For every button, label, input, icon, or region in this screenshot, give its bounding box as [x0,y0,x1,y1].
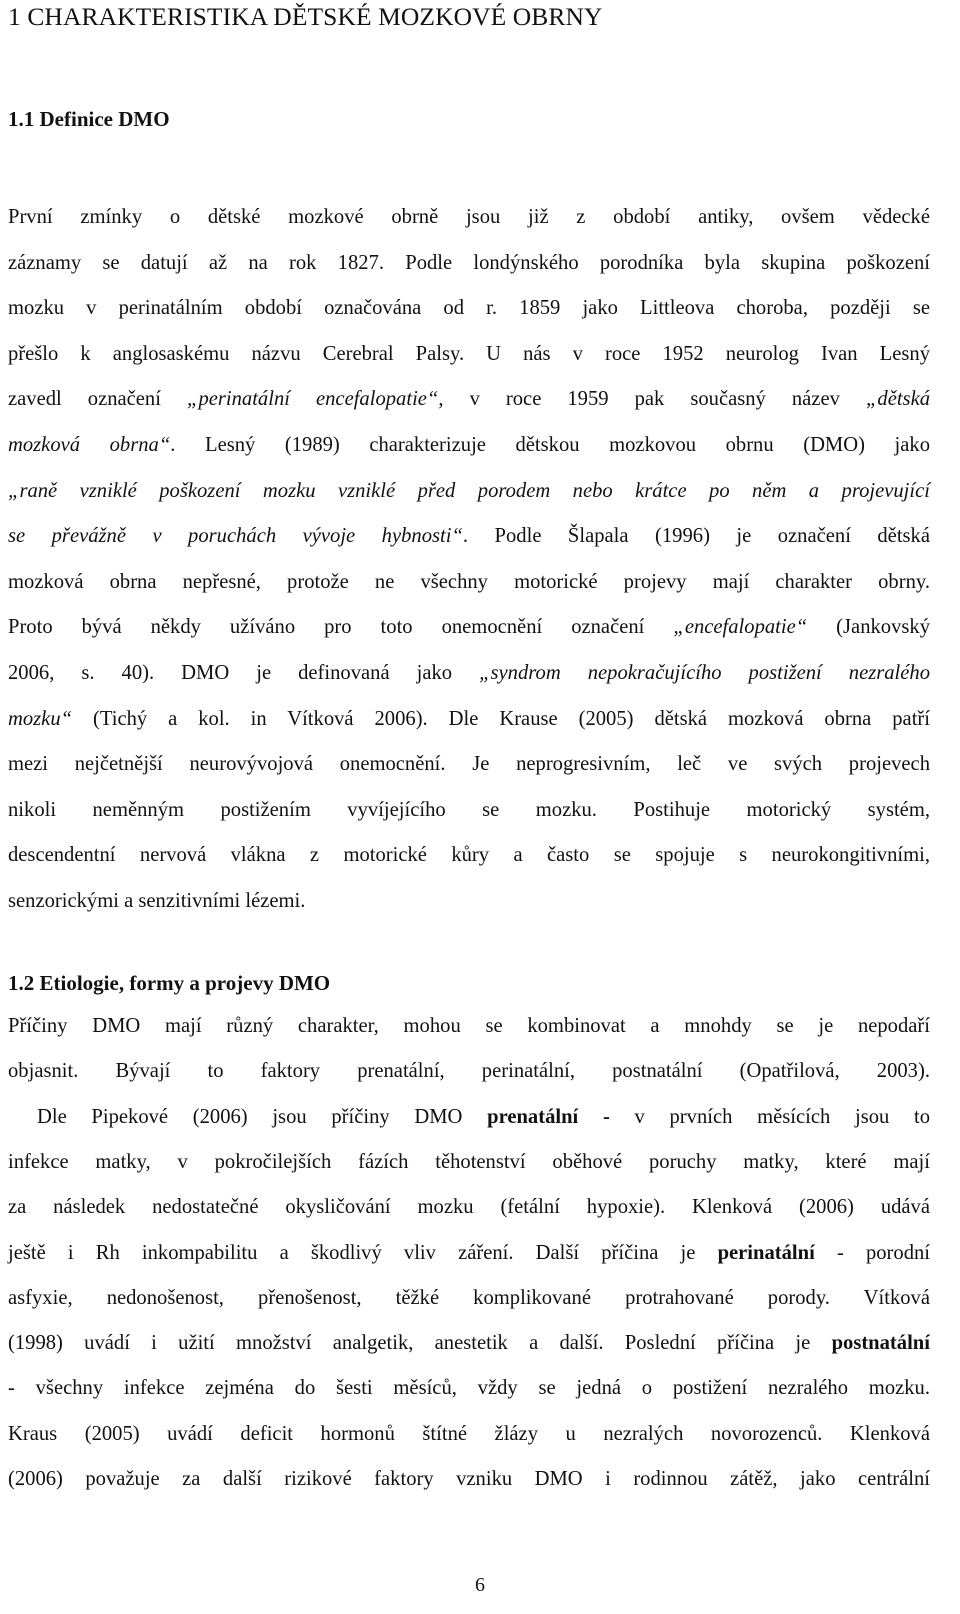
text-span: Příčiny DMO mají různý charakter, mohou se kombinovat a mnohdy se je nepodaří [8,1015,930,1037]
text-span: Proto bývá někdy užíváno pro toto onemocnění označení [8,616,674,639]
italic-quote: „encefalopatie“ [673,616,808,639]
text-span: První zmínky o dětské mozkové obrně jsou již z období antiky, ovšem vědecké [8,206,930,228]
text-span: , v roce 1959 pak současný název [438,388,866,411]
text-line [8,612,930,642]
text-line [8,1373,930,1403]
text-line [8,658,930,688]
text-span: mozku v perinatálním období označována od r. 1859 jako Littleova choroba, později se [8,297,930,320]
text-span: senzorickými a senzitivními lézemi. [8,890,306,912]
text-span: - porodní [814,1241,931,1264]
text-span: (Tichý a kol. in Vítková 2006). Dle Krause (2005) dětská mozková obrna patří [72,707,930,730]
text-line [8,704,930,734]
text-span: objasnit. Bývají to faktory prenatální, perinatální, postnatální (Opatřilová, 2003). [8,1060,930,1083]
text-line [8,1011,930,1041]
text-line [8,840,930,870]
italic-quote: se převážně v poruchách vývoje hybnosti“ [8,525,463,548]
text-span: . Podle Šlapala (1996) je označení dětská [462,525,930,548]
text-line [8,339,930,369]
text-line [8,293,930,323]
italic-quote: mozku“ [8,707,73,730]
text-line [8,521,930,551]
text-span: Dle Pipekové (2006) jsou příčiny DMO [37,1105,488,1128]
text-line [8,384,930,414]
text-line [8,1192,930,1222]
text-span: za následek nedostatečné okysličování mozku (fetální hypoxie). Klenková (2006) udává [8,1196,930,1219]
text-span: mozková obrna nepřesné, protože ne všechny motorické projevy mají charakter obrny. [8,570,930,593]
italic-quote: „perinatální encefalopatie“ [186,388,439,411]
text-span: asfyxie, nedonošenost, přenošenost, těžké komplikované protrahované porody. Vítková [8,1286,930,1309]
text-line [8,886,930,916]
text-span: (2006) považuje za další rizikové faktory vzniku DMO i rodinnou zátěž, jako centrální [8,1468,930,1490]
text-span: v prvních měsících jsou to [609,1105,930,1128]
section-heading-definice: 1.1 Definice DMO [8,107,170,131]
chapter-title: 1 CHARAKTERISTIKA DĚTSKÉ MOZKOVÉ OBRNY [8,2,603,31]
text-line [8,1056,930,1086]
text-line [8,1283,930,1313]
text-span: (1998) uvádí i užití množství analgetik, anestetik a další. Poslední příčina je [8,1332,832,1355]
text-line [8,202,930,232]
text-line [8,248,930,278]
text-line [8,795,930,825]
bold-text: perinatální [717,1241,815,1264]
italic-quote: „raně vzniklé poškození mozku vzniklé před porodem nebo krátce po něm a projevující [8,479,930,502]
text-span: 2006, s. 40). DMO je definovaná jako [8,662,480,684]
text-span: (Jankovský [807,616,930,639]
text-line [8,749,930,779]
text-span: . Lesný (1989) charakterizuje dětskou mozkovou obrnu (DMO) jako [170,434,930,456]
italic-quote: mozková obrna“ [8,434,171,456]
section-heading-etiologie: 1.2 Etiologie, formy a projevy DMO [8,971,331,995]
text-span: nikoli neměnným postižením vyvíjejícího se mozku. Postihuje motorický systém, [8,798,930,821]
text-span: záznamy se datují až na rok 1827. Podle londýnského porodníka byla skupina poškození [8,251,930,274]
page-number: 6 [475,1574,485,1596]
text-span: descendentní nervová vlákna z motorické kůry a často se spojuje s neurokongitivními, [8,844,930,867]
text-span: ještě i Rh inkompabilitu a škodlivý vliv záření. Další příčina je [8,1241,718,1264]
text-span: zavedl označení [8,388,187,411]
text-line [8,1328,930,1358]
text-span: infekce matky, v pokročilejších fázích těhotenství oběhové poruchy matky, které mají [8,1150,930,1173]
text-line [8,1419,930,1449]
text-line [8,476,930,506]
bold-text: prenatální - [487,1105,610,1128]
text-span: - všechny infekce zejména do šesti měsíců, vždy se jedná o postižení nezralého mozku. [8,1377,930,1400]
text-line [8,1147,930,1177]
italic-quote: „syndrom nepokračujícího postižení nezralého [479,662,931,684]
italic-quote: „dětská [865,388,931,411]
text-span: Kraus (2005) uvádí deficit hormonů štítné žlázy u nezralých novorozenců. Klenková [8,1422,930,1445]
bold-text: postnatální [831,1332,930,1355]
text-span: mezi nejčetnější neurovývojová onemocnění. Je neprogresivním, leč ve svých projevech [8,753,930,776]
text-line [8,430,930,460]
text-span: přešlo k anglosaskému názvu Cerebral Palsy. U nás v roce 1952 neurolog Ivan Lesný [8,342,930,365]
text-line [37,1102,930,1132]
text-line [8,1238,930,1268]
text-line [8,1464,930,1494]
text-line [8,567,930,597]
